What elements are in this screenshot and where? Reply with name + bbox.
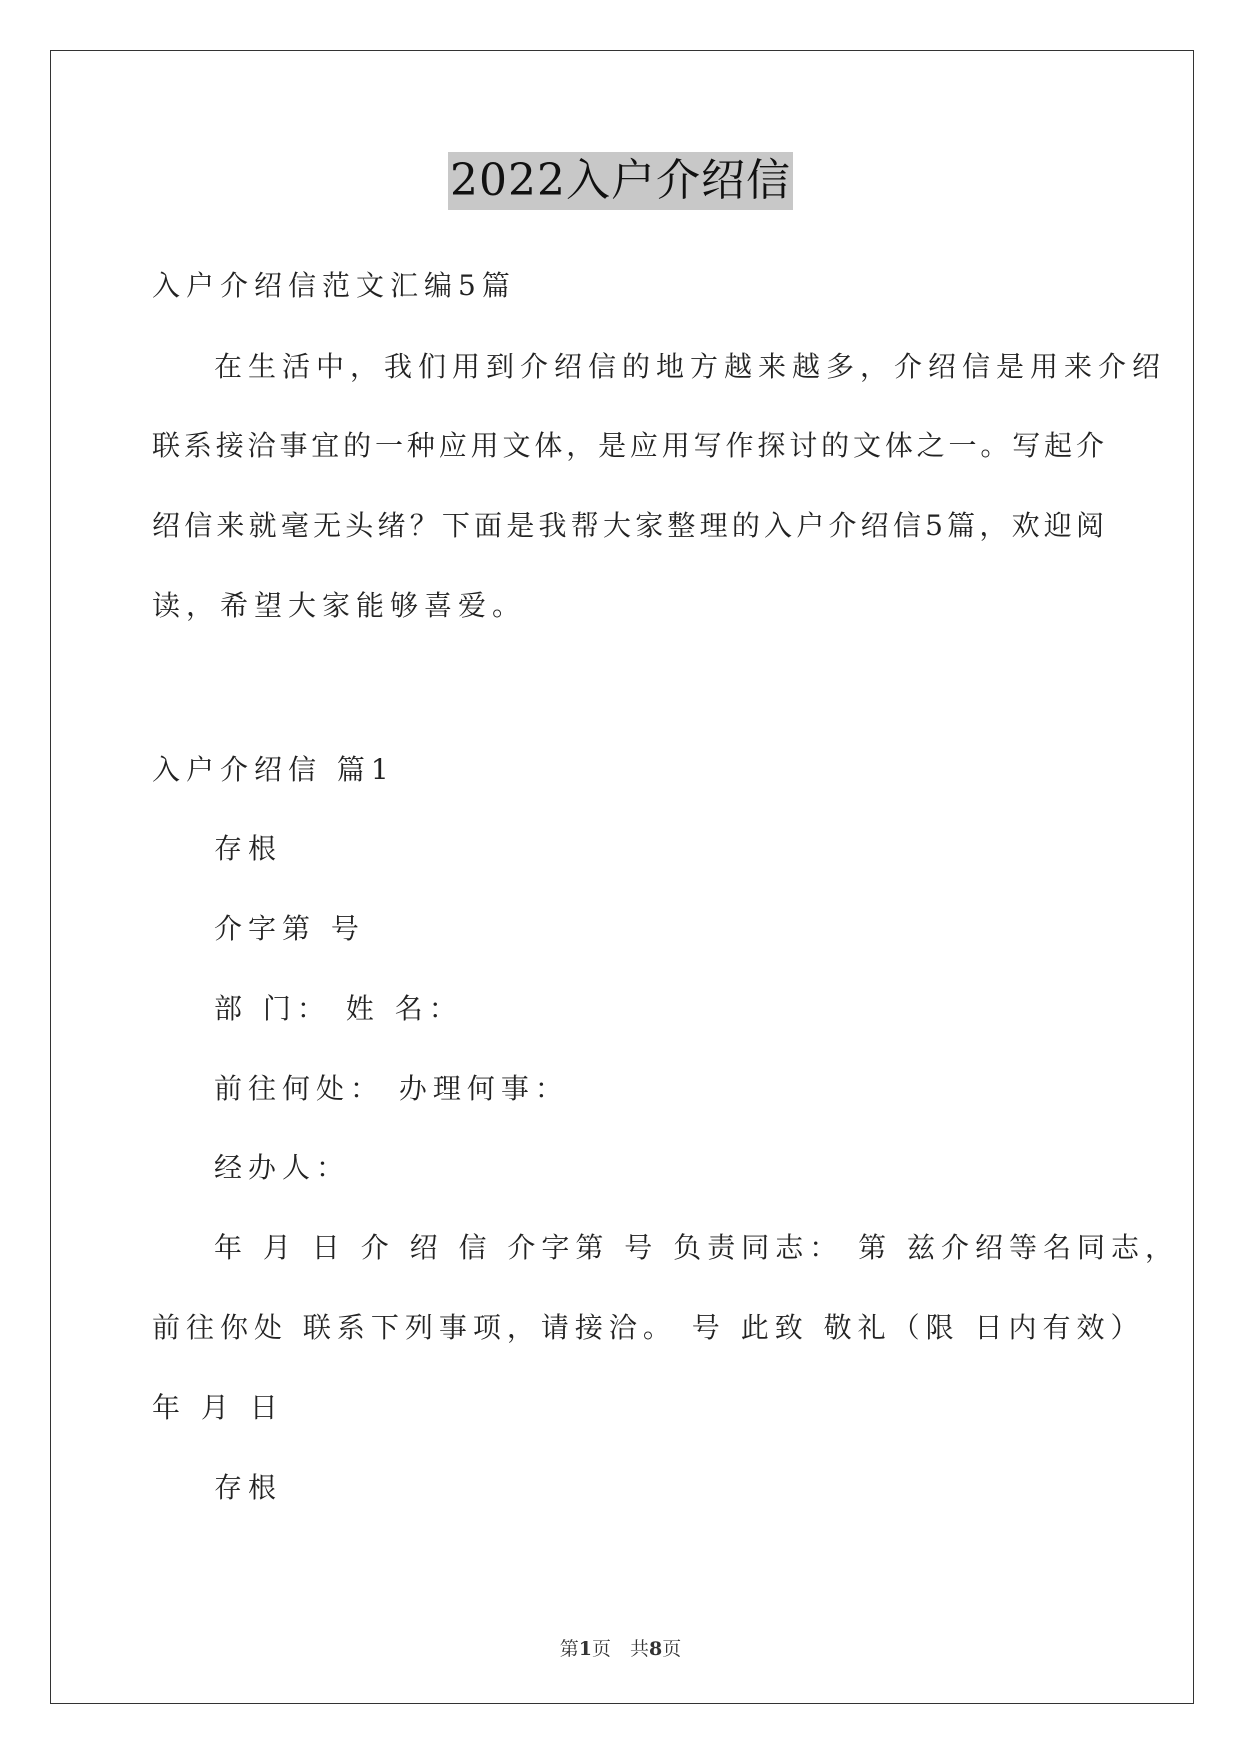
intro-line-2: 联系接洽事宜的一种应用文体，是应用写作探讨的文体之一。写起介 bbox=[152, 429, 1104, 462]
footer-total-pages: 8 bbox=[649, 1638, 663, 1660]
footer-current-page: 1 bbox=[578, 1638, 592, 1660]
section-line-handler: 经办人： bbox=[214, 1151, 351, 1184]
page-footer bbox=[0, 1634, 1241, 1661]
document-subtitle: 入户介绍信范文汇编5篇 bbox=[152, 269, 516, 302]
section-line-destination: 前往何处： 办理何事： bbox=[214, 1072, 569, 1105]
section-line-date: 年 月 日 bbox=[152, 1391, 284, 1424]
document-title: 2022入户介绍信 bbox=[448, 152, 793, 210]
footer-mid: 页 共 bbox=[591, 1638, 649, 1660]
title-container bbox=[0, 152, 1241, 210]
section-line-ref-number: 介字第 号 bbox=[214, 912, 365, 945]
footer-suffix: 页 bbox=[662, 1638, 682, 1660]
section-line-stub-2: 存根 bbox=[214, 1471, 283, 1504]
section-line-letter-body-1: 年 月 日 介 绍 信 介字第 号 负责同志： 第 兹介绍等名同志， bbox=[214, 1231, 1180, 1264]
section-line-letter-body-2: 前往你处 联系下列事项，请接洽。 号 此致 敬礼（限 日内有效） bbox=[152, 1311, 1145, 1344]
intro-line-1: 在生活中，我们用到介绍信的地方越来越多，介绍信是用来介绍 bbox=[214, 350, 1167, 383]
section-line-stub: 存根 bbox=[214, 832, 283, 865]
intro-line-4: 读，希望大家能够喜爱。 bbox=[152, 589, 527, 622]
section-heading: 入户介绍信 篇1 bbox=[152, 753, 395, 786]
footer-prefix: 第 bbox=[559, 1638, 579, 1660]
intro-line-3: 绍信来就毫无头绪？下面是我帮大家整理的入户介绍信5篇，欢迎阅 bbox=[152, 509, 1104, 542]
section-line-department: 部 门： 姓 名： bbox=[214, 992, 463, 1025]
